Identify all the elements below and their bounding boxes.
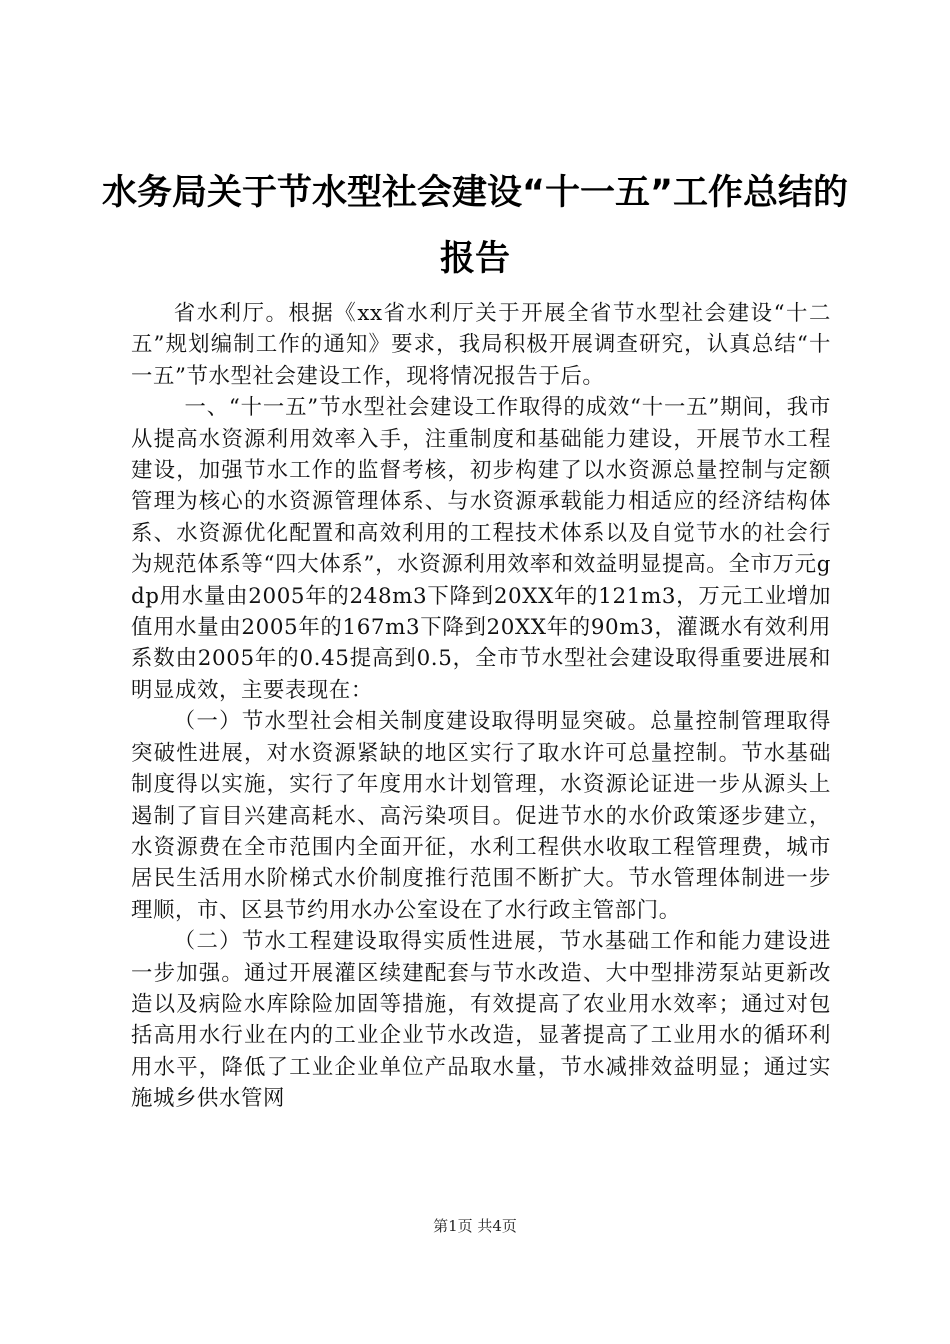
paragraph-intro: 省水利厅。根据《xx省水利厅关于开展全省节水型社会建设“十二五”规划编制工作的通知》要求，我局积极开展调查研究，认真总结“十一五”节水型社会建设工作，现将情况报告于后。: [131, 301, 831, 389]
paragraph-section-one: 一、“十一五”节水型社会建设工作取得的成效“十一五”期间，我市从提高水资源利用效率入手，注重制度和基础能力建设，开展节水工程建设，加强节水工作的监督考核，初步构建了以水资源总量控制与定额管理为核心的水资源管理体系、与水资源承载能力相适应的经济结构体系、水资源优化配置和高效利用的工程技术体系以及自觉节水的社会行为规范体系等“四大体系”，水资源利用效率和效益明显提高。全市万元gdp用水量由2005年的248m3下降到20XX年的121m3，万元工业增加值用水量由2005年的167m3下降到20XX年的90m3，灌溉水有效利用系数由2005年的0.45提高到0.5，全市节水型社会建设取得重要进展和明显成效，主要表现在：: [131, 395, 831, 703]
document-body: [131, 298, 831, 1115]
paragraph-item-one: （一）节水型社会相关制度建设取得明显突破。总量控制管理取得突破性进展，对水资源紧缺的地区实行了取水许可总量控制。节水基础制度得以实施，实行了年度用水计划管理，水资源论证进一步从源头上遏制了盲目兴建高耗水、高污染项目。促进节水的水价政策逐步建立，水资源费在全市范围内全面开征，水利工程供水收取工程管理费，城市居民生活用水阶梯式水价制度推行范围不断扩大。节水管理体制进一步理顺，市、区县节约用水办公室设在了水行政主管部门。: [131, 709, 831, 923]
paragraph-item-two: （二）节水工程建设取得实质性进展，节水基础工作和能力建设进一步加强。通过开展灌区续建配套与节水改造、大中型排涝泵站更新改造以及病险水库除险加固等措施，有效提高了农业用水效率；通过对包括高用水行业在内的工业企业节水改造，显著提高了工业用水的循环利用水平，降低了工业企业单位产品取水量，节水减排效益明显；通过实施城乡供水管网: [131, 929, 831, 1112]
document-title: 水务局关于节水型社会建设“十一五”工作总结的报告: [101, 173, 848, 279]
page-footer: 第1页 共4页: [433, 1217, 517, 1235]
